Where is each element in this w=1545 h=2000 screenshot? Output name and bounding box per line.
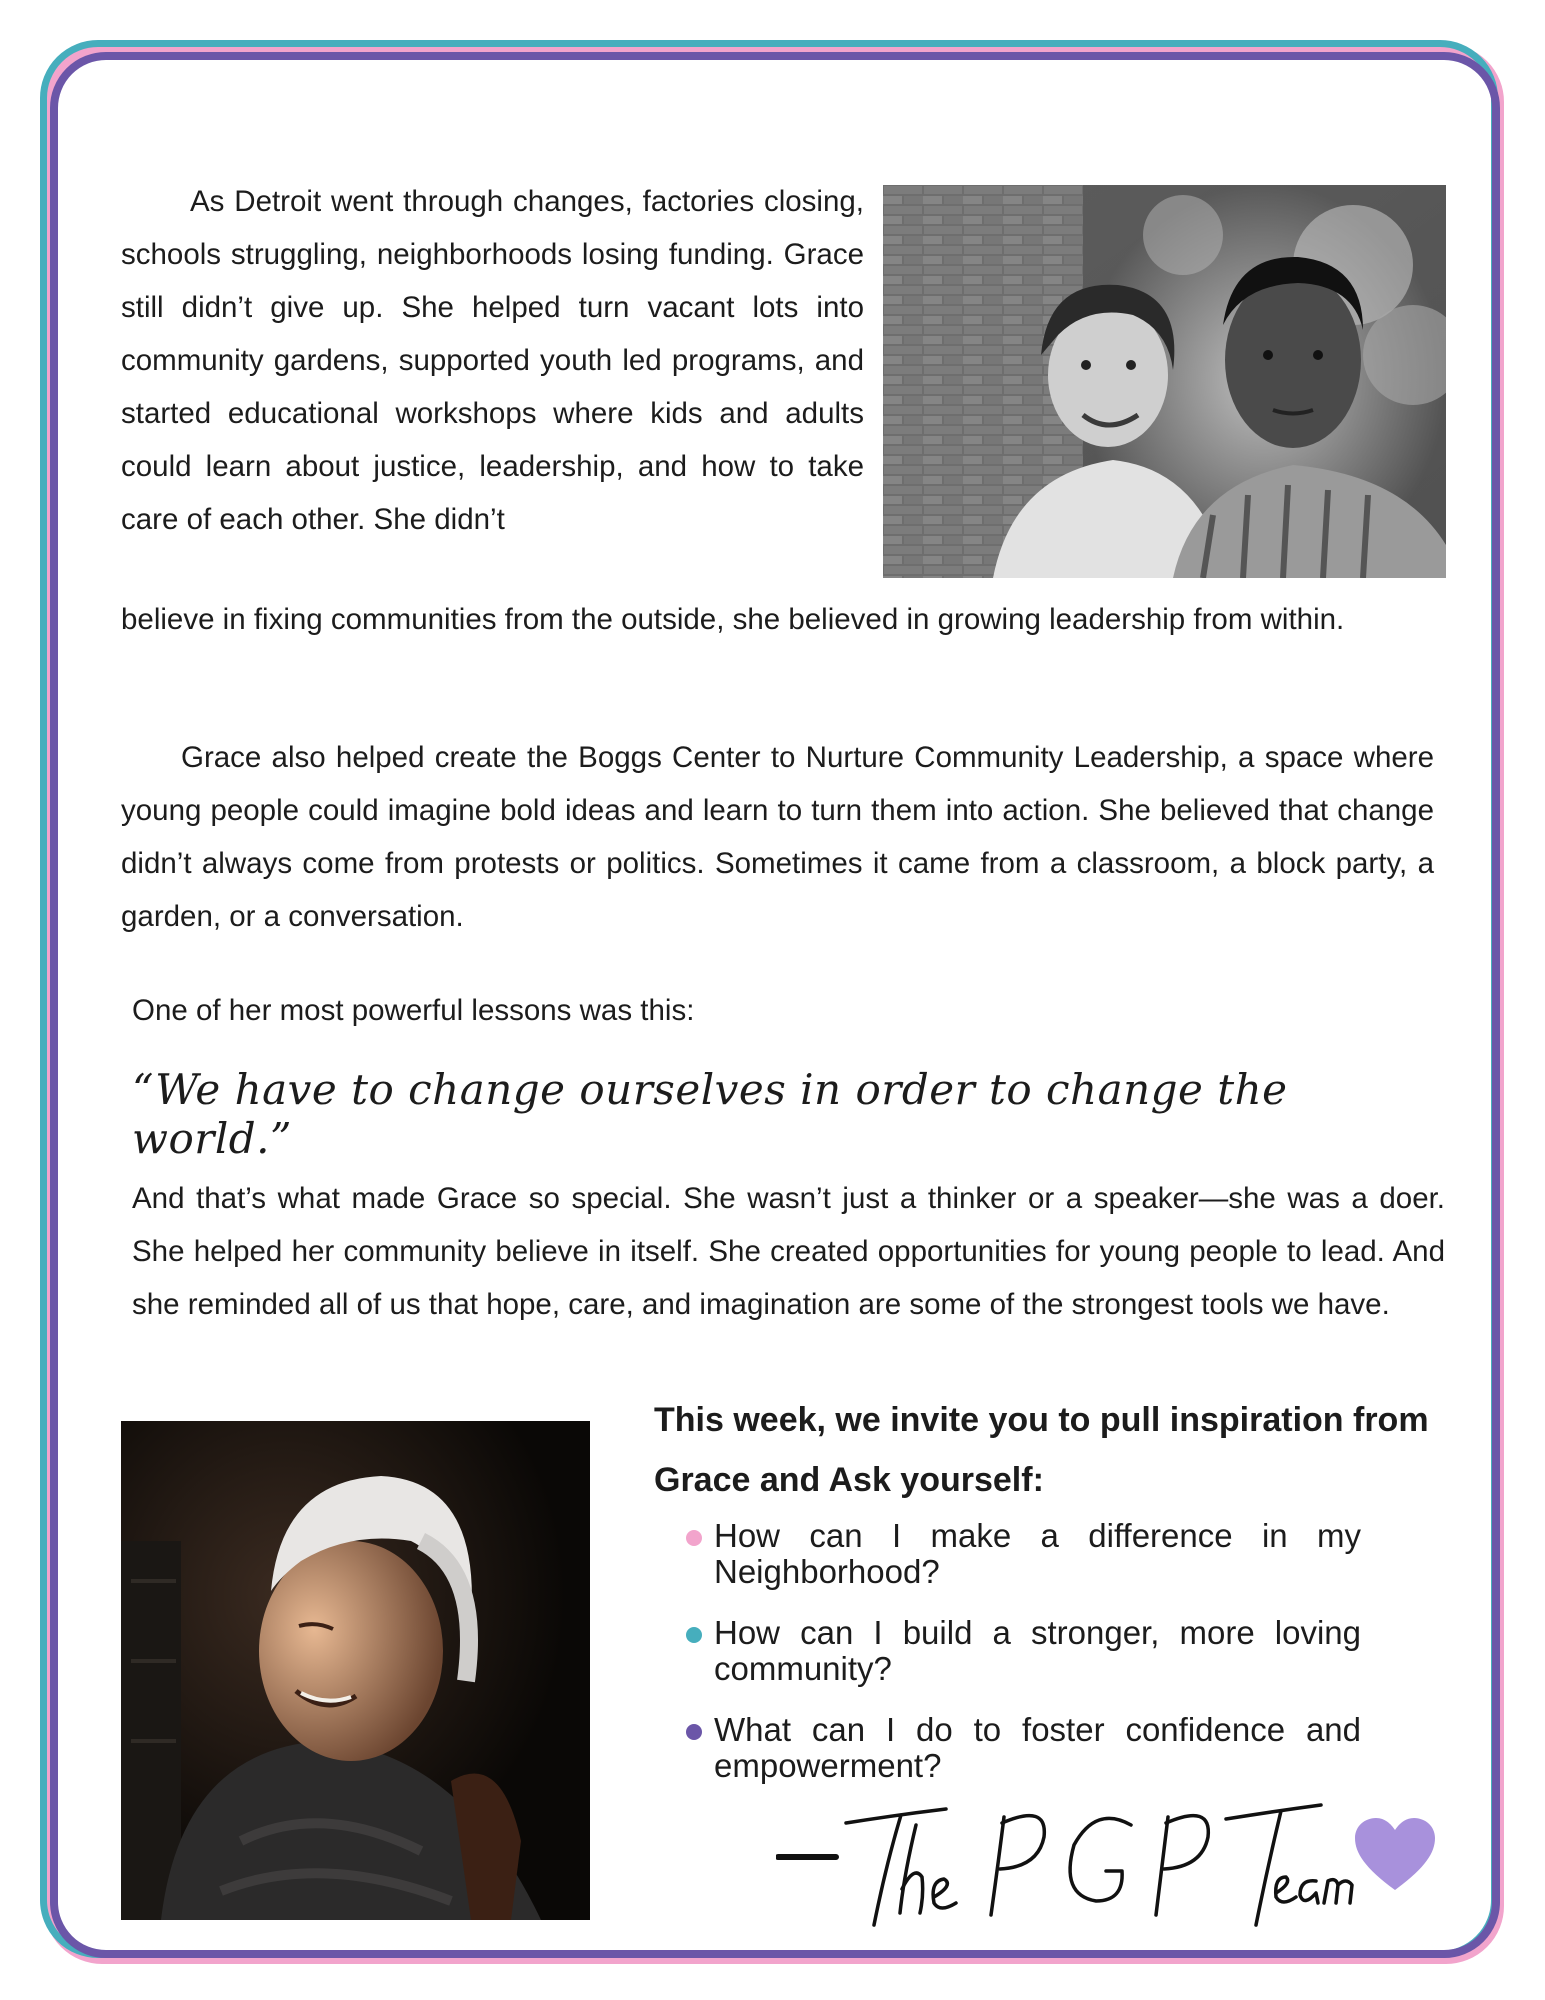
heart-icon	[1355, 1818, 1435, 1892]
question-text: What can I do to foster confidence and empowerment?	[714, 1711, 1361, 1784]
list-item	[686, 1712, 1361, 1784]
paragraph-boggs-center	[121, 731, 1434, 943]
lesson-intro: One of her most powerful lessons was this:	[132, 994, 695, 1027]
paragraph-detroit-changes-text: As Detroit went through changes, factories closing, schools struggling, neighborhoods losing funding. Grace still didn’t give up. She helped turn vacant lots into community gardens, supported youth led programs, and started educational workshops where kids and adults could learn about justice, leadership, and how to take care of each other. She didn’t	[121, 185, 864, 536]
paragraph-grace-special: And that’s what made Grace so special. She wasn’t just a thinker or a speaker—she was a doer. She helped her community believe in itself. She created opportunities for young people to lead. And she reminded all of us that hope, care, and imagination are some of the strongest tools we have.	[132, 1182, 1445, 1321]
grace-quote: “We have to change ourselves in order to change the world.”	[132, 1065, 1288, 1163]
paragraph-detroit-changes	[121, 175, 864, 546]
paragraph-detroit-changes-continued: believe in fixing communities from the outside, she believed in growing leadership from within.	[121, 603, 1345, 636]
list-item	[686, 1615, 1361, 1687]
purple-bullet-icon	[686, 1724, 702, 1740]
invite-heading: This week, we invite you to pull inspiration from Grace and Ask yourself:	[654, 1401, 1429, 1499]
paragraph-boggs-center-text: Grace also helped create the Boggs Center to Nurture Community Leadership, a space where young people could imagine bold ideas and learn to turn them into action. She believed that change didn’t always come from protests or politics. Sometimes it came from a classroom, a block party, a garden, or a conversation.	[121, 741, 1434, 933]
teal-bullet-icon	[686, 1627, 702, 1643]
couple-photo	[883, 185, 1446, 578]
pink-bullet-icon	[686, 1530, 702, 1546]
reflection-questions	[686, 1518, 1361, 1809]
pgp-team-signature	[776, 1785, 1376, 1935]
list-item	[686, 1518, 1361, 1590]
question-text: How can I build a stronger, more loving community?	[714, 1614, 1361, 1687]
question-text: How can I make a difference in my Neighborhood?	[714, 1517, 1361, 1590]
grace-portrait-photo	[121, 1421, 590, 1920]
